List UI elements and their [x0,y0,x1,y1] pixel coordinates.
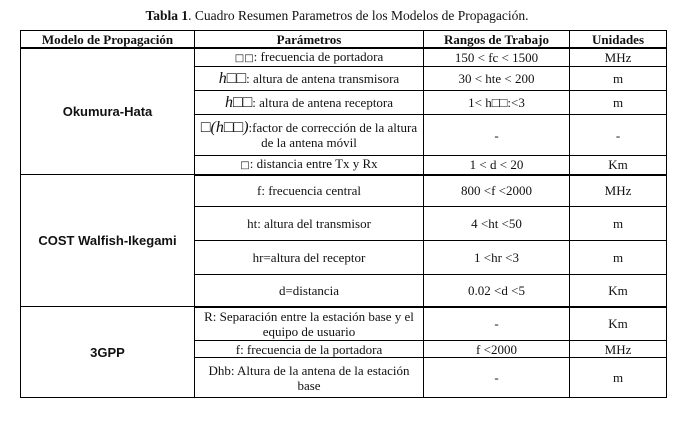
header-model: Modelo de Propagación [21,31,195,49]
unit-cell: m [570,358,667,398]
range-cell: 1 <hr <3 [424,241,570,275]
unit-cell: m [570,241,667,275]
table-row [21,175,667,207]
table-row [21,307,667,341]
param-cell: f: frecuencia central [195,175,424,207]
param-cell: hr=altura del receptor [195,241,424,275]
range-cell: - [424,307,570,341]
unit-cell: m [570,67,667,91]
param-cell: f: frecuencia de la portadora [195,341,424,358]
range-cell: 150 < fc < 1500 [424,48,570,67]
unit-cell: Km [570,156,667,175]
unit-cell: m [570,91,667,115]
param-cell: □(h□□):factor de corrección de la altura de la antena móvil [195,115,424,156]
unit-cell: MHz [570,175,667,207]
unit-cell: MHz [570,341,667,358]
range-cell: 0.02 <d <5 [424,275,570,307]
range-cell: 30 < hte < 200 [424,67,570,91]
unit-cell: - [570,115,667,156]
header-units: Unidades [570,31,667,49]
range-cell: - [424,115,570,156]
range-cell: 1< h□□:<3 [424,91,570,115]
unit-cell: MHz [570,48,667,67]
unit-cell: Km [570,307,667,341]
header-params: Parámetros [195,31,424,49]
caption-text: . Cuadro Resumen Parametros de los Modelos de Propagación. [188,8,529,23]
param-cell: R: Separación entre la estación base y el equipo de usuario [195,307,424,341]
range-cell: - [424,358,570,398]
model-cost: COST Walfish-Ikegami [21,175,195,307]
range-cell: 4 <ht <50 [424,207,570,241]
range-cell: 800 <f <2000 [424,175,570,207]
table-caption [0,8,674,24]
param-cell: Dhb: Altura de la antena de la estación base [195,358,424,398]
model-3gpp: 3GPP [21,307,195,398]
unit-cell: Km [570,275,667,307]
param-cell: □□: frecuencia de portadora [195,48,424,67]
param-cell: ht: altura del transmisor [195,207,424,241]
header-range: Rangos de Trabajo [424,31,570,49]
table-header-row [21,31,667,49]
range-cell: f <2000 [424,341,570,358]
propagation-models-table [20,30,667,398]
model-okumura: Okumura-Hata [21,48,195,175]
param-cell: h□□: altura de antena transmisora [195,67,424,91]
param-cell: □: distancia entre Tx y Rx [195,156,424,175]
unit-cell: m [570,207,667,241]
table-row [21,48,667,67]
range-cell: 1 < d < 20 [424,156,570,175]
param-cell: h□□: altura de antena receptora [195,91,424,115]
param-cell: d=distancia [195,275,424,307]
caption-label: Tabla 1 [145,8,189,23]
